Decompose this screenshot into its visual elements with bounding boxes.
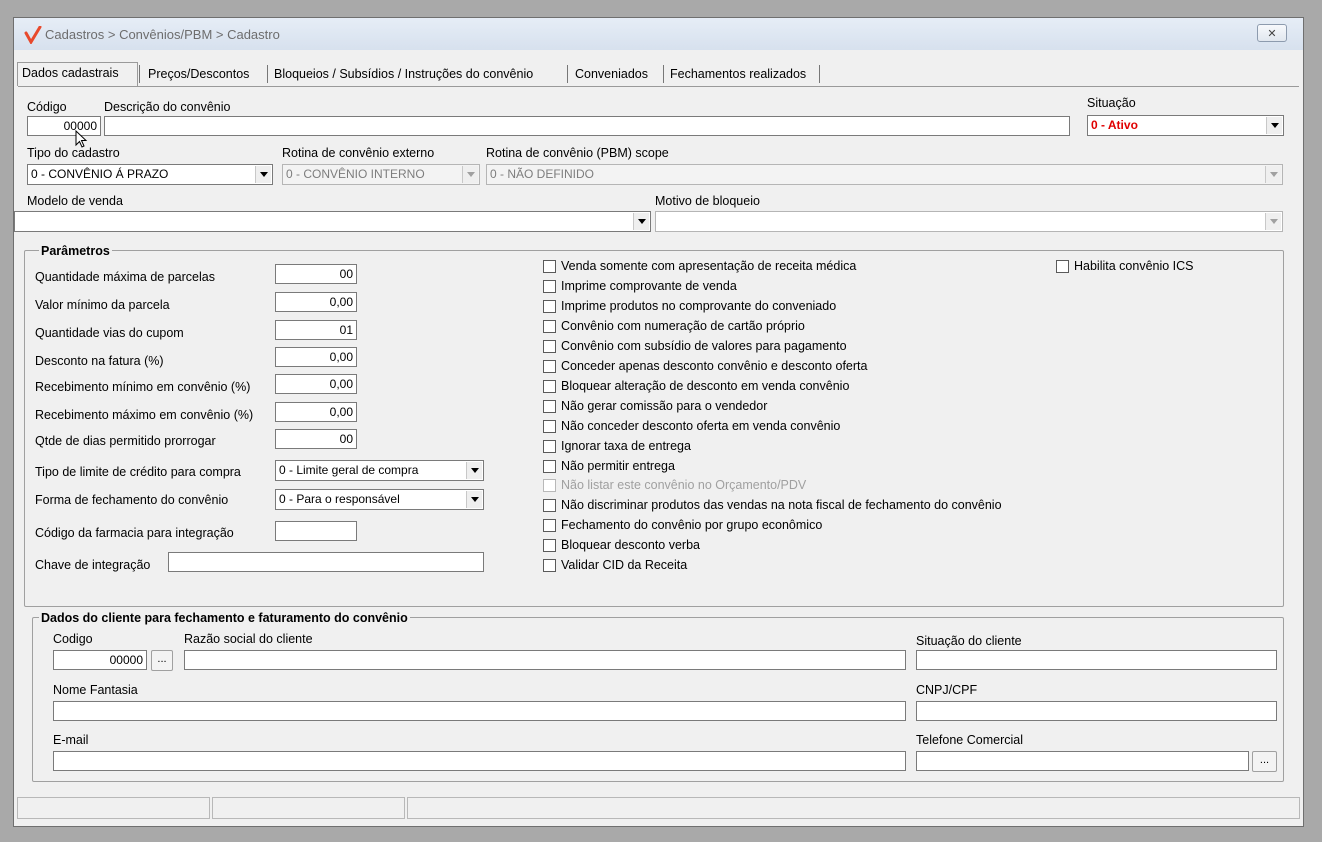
- cb-nao-conceder-oferta[interactable]: [543, 418, 840, 434]
- window-title: Cadastros > Convênios/PBM > Cadastro: [45, 27, 280, 42]
- checkbox-label: Bloquear desconto verba: [561, 538, 700, 552]
- chevron-down-icon[interactable]: [1266, 117, 1282, 134]
- checkbox-label: Imprime comprovante de venda: [561, 279, 737, 293]
- cb-receita-medica[interactable]: [543, 258, 856, 274]
- checkbox-label: Não listar este convênio no Orçamento/PDV: [561, 478, 807, 492]
- status-cell: [17, 797, 210, 819]
- checkbox-icon[interactable]: [543, 380, 556, 393]
- mouse-cursor-icon: [75, 130, 91, 150]
- status-cell: [407, 797, 1300, 819]
- cb-grupo-economico[interactable]: [543, 517, 822, 533]
- checkbox-label: Não conceder desconto oferta em venda convênio: [561, 419, 841, 433]
- cb-habilita-ics[interactable]: [1056, 258, 1194, 274]
- checkbox-label: Ignorar taxa de entrega: [561, 439, 691, 453]
- checkbox-icon[interactable]: [543, 400, 556, 413]
- chevron-down-icon[interactable]: [255, 166, 271, 183]
- close-button[interactable]: [1257, 24, 1287, 42]
- receb-max-input[interactable]: 0,00: [275, 402, 357, 422]
- checkbox-label: Convênio com subsídio de valores para pagamento: [561, 339, 847, 353]
- checkbox-label: Bloquear alteração de desconto em venda convênio: [561, 379, 850, 393]
- cb-imprime-comprovante[interactable]: [543, 278, 737, 294]
- checkbox-label: Fechamento do convênio por grupo econômico: [561, 518, 823, 532]
- situacao-cliente-label: Situação do cliente: [916, 634, 1022, 648]
- descricao-input[interactable]: [104, 116, 1070, 136]
- checkbox-icon[interactable]: [543, 460, 556, 473]
- title-bar: [14, 18, 1303, 50]
- cb-imprime-produtos[interactable]: [543, 298, 836, 314]
- codigo-input[interactable]: 00000: [27, 116, 101, 136]
- checkbox-icon: [543, 479, 556, 492]
- tab-separator: [567, 65, 568, 83]
- checkbox-icon[interactable]: [543, 340, 556, 353]
- situacao-label: Situação: [1087, 96, 1136, 110]
- checkbox-label: Habilita convênio ICS: [1074, 259, 1194, 273]
- tab-separator: [267, 65, 268, 83]
- cliente-codigo-label: Codigo: [53, 632, 93, 646]
- tab-conveniados[interactable]: Conveniados: [575, 67, 648, 81]
- telefone-input[interactable]: [916, 751, 1249, 771]
- valor-min-parcela-input[interactable]: 0,00: [275, 292, 357, 312]
- cnpj-input[interactable]: [916, 701, 1277, 721]
- cb-nao-permitir-entrega[interactable]: [543, 458, 675, 474]
- param-label: Valor mínimo da parcela: [35, 298, 170, 312]
- checkbox-icon[interactable]: [543, 440, 556, 453]
- checkbox-icon[interactable]: [543, 499, 556, 512]
- desconto-fatura-input[interactable]: 0,00: [275, 347, 357, 367]
- cb-numeracao-cartao[interactable]: [543, 318, 805, 334]
- chevron-down-icon: [1265, 213, 1281, 230]
- tipo-limite-select[interactable]: [275, 460, 484, 481]
- cliente-codigo-input[interactable]: 00000: [53, 650, 147, 670]
- cb-desconto-oferta[interactable]: [543, 358, 867, 374]
- tipo-cadastro-value: 0 - CONVÊNIO Á PRAZO: [31, 167, 169, 181]
- modelo-venda-label: Modelo de venda: [27, 194, 123, 208]
- cb-nao-gerar-comissao[interactable]: [543, 398, 767, 414]
- checkbox-icon[interactable]: [543, 420, 556, 433]
- telefone-more-button[interactable]: ...: [1252, 751, 1277, 772]
- modelo-venda-select[interactable]: [14, 211, 651, 232]
- cb-nao-discriminar[interactable]: [543, 497, 1002, 513]
- checkbox-label: Validar CID da Receita: [561, 558, 688, 572]
- checkbox-label: Conceder apenas desconto convênio e desconto oferta: [561, 359, 868, 373]
- cb-subsidio-valores[interactable]: [543, 338, 847, 354]
- rotina-externo-label: Rotina de convênio externo: [282, 146, 435, 160]
- app-logo-icon: [24, 26, 42, 44]
- tab-fechamentos[interactable]: Fechamentos realizados: [670, 67, 807, 81]
- checkbox-icon[interactable]: [543, 360, 556, 373]
- razao-social-input[interactable]: [184, 650, 906, 670]
- param-label: Recebimento mínimo em convênio (%): [35, 380, 251, 394]
- param-label: Quantidade máxima de parcelas: [35, 270, 215, 284]
- cb-nao-listar-orcamento: [543, 477, 806, 493]
- checkbox-icon[interactable]: [543, 320, 556, 333]
- email-input[interactable]: [53, 751, 906, 771]
- chave-integracao-input[interactable]: [168, 552, 484, 572]
- telefone-label: Telefone Comercial: [916, 733, 1023, 747]
- checkbox-icon[interactable]: [543, 280, 556, 293]
- tab-separator: [819, 65, 820, 83]
- checkbox-icon[interactable]: [543, 559, 556, 572]
- cb-validar-cid[interactable]: [543, 557, 687, 573]
- razao-social-label: Razão social do cliente: [184, 632, 313, 646]
- cb-ignorar-taxa[interactable]: [543, 438, 691, 454]
- chave-integracao-label: Chave de integração: [35, 558, 151, 572]
- tab-panel-border: [18, 86, 1299, 87]
- chevron-down-icon: [462, 166, 478, 183]
- chevron-down-icon[interactable]: [466, 462, 482, 479]
- cod-farmacia-label: Código da farmacia para integração: [35, 526, 234, 540]
- forma-fechamento-select[interactable]: [275, 489, 484, 510]
- tab-dados-cadastrais[interactable]: Dados cadastrais: [17, 62, 138, 86]
- cnpj-label: CNPJ/CPF: [916, 683, 978, 697]
- chevron-down-icon: [1265, 166, 1281, 183]
- tipo-cadastro-label: Tipo do cadastro: [27, 146, 120, 160]
- cliente-title: Dados do cliente para fechamento e faturamento do convênio: [41, 611, 408, 625]
- tab-separator: [663, 65, 664, 83]
- descricao-label: Descrição do convênio: [104, 100, 231, 114]
- nome-fantasia-input[interactable]: [53, 701, 906, 721]
- forma-fechamento-label: Forma de fechamento do convênio: [35, 493, 229, 507]
- situacao-cliente-input[interactable]: [916, 650, 1277, 670]
- email-label: E-mail: [53, 733, 89, 747]
- checkbox-label: Não discriminar produtos das vendas na nota fiscal de fechamento do convênio: [561, 498, 1002, 512]
- param-label: Quantidade vias do cupom: [35, 326, 184, 340]
- motivo-bloqueio-label: Motivo de bloqueio: [655, 194, 760, 208]
- rotina-pbm-value: 0 - NÃO DEFINIDO: [490, 167, 595, 181]
- tipo-cadastro-select[interactable]: [27, 164, 273, 185]
- forma-fechamento-value: 0 - Para o responsável: [279, 492, 400, 506]
- rotina-externo-select: [282, 164, 480, 185]
- qtd-max-parcelas-input[interactable]: 00: [275, 264, 357, 284]
- motivo-bloqueio-select: [655, 211, 1283, 232]
- qtd-vias-cupom-input[interactable]: 01: [275, 320, 357, 340]
- checkbox-icon[interactable]: [543, 519, 556, 532]
- checkbox-label: Não gerar comissão para o vendedor: [561, 399, 768, 413]
- situacao-select[interactable]: [1087, 115, 1284, 136]
- search-cliente-button[interactable]: ...: [151, 650, 173, 671]
- tab-precos-descontos[interactable]: Preços/Descontos: [148, 67, 250, 81]
- parametros-title: Parâmetros: [41, 244, 110, 258]
- close-icon: ✕: [1267, 27, 1277, 40]
- dias-prorrogar-input[interactable]: 00: [275, 429, 357, 449]
- checkbox-label: Venda somente com apresentação de receita médica: [561, 259, 857, 273]
- chevron-down-icon[interactable]: [466, 491, 482, 508]
- checkbox-label: Convênio com numeração de cartão próprio: [561, 319, 805, 333]
- param-label: Qtde de dias permitido prorrogar: [35, 434, 216, 448]
- param-label: Recebimento máximo em convênio (%): [35, 408, 254, 422]
- status-cell: [212, 797, 405, 819]
- checkbox-icon[interactable]: [543, 300, 556, 313]
- cb-bloquear-alteracao[interactable]: [543, 378, 849, 394]
- status-bar: [17, 797, 1300, 819]
- cb-bloquear-verba[interactable]: [543, 537, 700, 553]
- checkbox-icon[interactable]: [543, 260, 556, 273]
- chevron-down-icon[interactable]: [633, 213, 649, 230]
- codigo-label: Código: [27, 100, 67, 114]
- receb-min-input[interactable]: 0,00: [275, 374, 357, 394]
- checkbox-label: Não permitir entrega: [561, 459, 675, 473]
- tab-bloqueios[interactable]: Bloqueios / Subsídios / Instruções do convênio: [274, 67, 534, 81]
- cod-farmacia-input[interactable]: [275, 521, 357, 541]
- tipo-limite-value: 0 - Limite geral de compra: [279, 463, 419, 477]
- param-label: Desconto na fatura (%): [35, 354, 164, 368]
- rotina-pbm-label: Rotina de convênio (PBM) scope: [486, 146, 669, 160]
- checkbox-label: Imprime produtos no comprovante do conveniado: [561, 299, 837, 313]
- checkbox-icon[interactable]: [1056, 260, 1069, 273]
- checkbox-icon[interactable]: [543, 539, 556, 552]
- nome-fantasia-label: Nome Fantasia: [53, 683, 138, 697]
- tab-separator: [139, 65, 140, 83]
- situacao-value: 0 - Ativo: [1091, 118, 1138, 132]
- main-window: [13, 17, 1304, 827]
- tipo-limite-label: Tipo de limite de crédito para compra: [35, 465, 241, 479]
- rotina-pbm-select: [486, 164, 1283, 185]
- rotina-externo-value: 0 - CONVÊNIO INTERNO: [286, 167, 425, 181]
